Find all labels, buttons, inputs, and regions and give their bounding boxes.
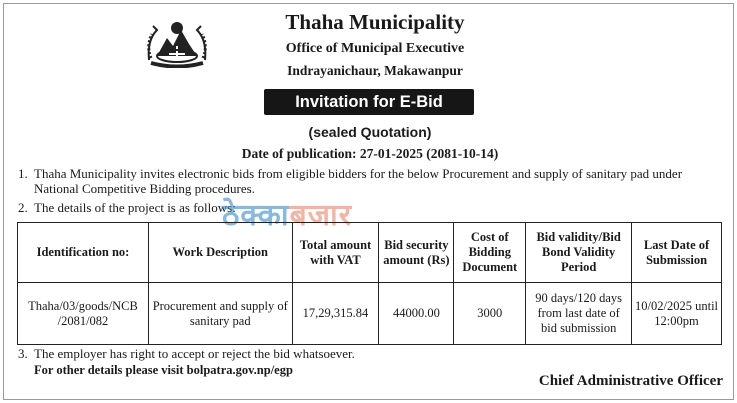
cell-bid-security: 44000.00 [379, 283, 454, 345]
paragraph-text: The details of the project is as follows: [34, 200, 236, 215]
table-row [18, 283, 722, 345]
cell-bidding-cost: 3000 [454, 283, 526, 345]
invitation-banner: Invitation for E-Bid [264, 89, 474, 115]
watermark-text-blue: ठेक्का [222, 198, 290, 233]
header-bid-security: Bid security amount (Rs) [379, 223, 454, 283]
nepal-government-emblem-icon [143, 16, 211, 68]
header-total-amount: Total amount with VAT [292, 223, 379, 283]
paragraph-text: The employer has right to accept or reject the bid whatsoever. [34, 346, 355, 361]
cell-work-description: Procurement and supply of sanitary pad [148, 283, 292, 345]
header-bidding-cost: Cost of Bidding Document [454, 223, 526, 283]
paragraph-number: 1. [18, 166, 28, 181]
paragraph-3 [18, 346, 718, 361]
notice-subtitle: (sealed Quotation) [308, 124, 432, 140]
cell-identification: Thaha/03/goods/NCB /2081/082 [18, 283, 149, 345]
office-name: Office of Municipal Executive [285, 41, 465, 56]
paragraph-1 [18, 166, 730, 196]
paragraph-text: Thaha Municipality invites electronic bids from eligible bidders for the below Procurement and supply of sanitary pad under [34, 166, 683, 181]
signatory-title: Chief Administrative Officer [538, 373, 723, 389]
table-header-row [18, 223, 722, 283]
watermark-text-orange: बजार [289, 198, 353, 233]
header-work-description: Work Description [148, 223, 292, 283]
municipality-title: Thaha Municipality [285, 10, 465, 34]
header-identification: Identification no: [18, 223, 149, 283]
publication-date: Date of publication: 27-01-2025 (2081-10-14) [241, 146, 499, 161]
cell-last-date: 10/02/2025 until 12:00pm [632, 283, 722, 345]
header-last-date: Last Date of Submission [632, 223, 722, 283]
paragraph-2 [18, 200, 718, 215]
paragraph-number: 2. [18, 200, 28, 215]
cell-total-amount: 17,29,315.84 [292, 283, 379, 345]
paragraph-number: 3. [18, 346, 28, 361]
header-validity-period: Bid validity/Bid Bond Validity Period [526, 223, 632, 283]
other-details-note: For other details please visit bolpatra.gov.np/egp [34, 363, 293, 377]
paragraph-text-continued: National Competitive Bidding procedures. [34, 181, 255, 196]
office-address: Indrayanichaur, Makawanpur [287, 63, 463, 78]
bid-details-table [17, 222, 722, 345]
cell-validity-period: 90 days/120 days from last date of bid submission [526, 283, 632, 345]
